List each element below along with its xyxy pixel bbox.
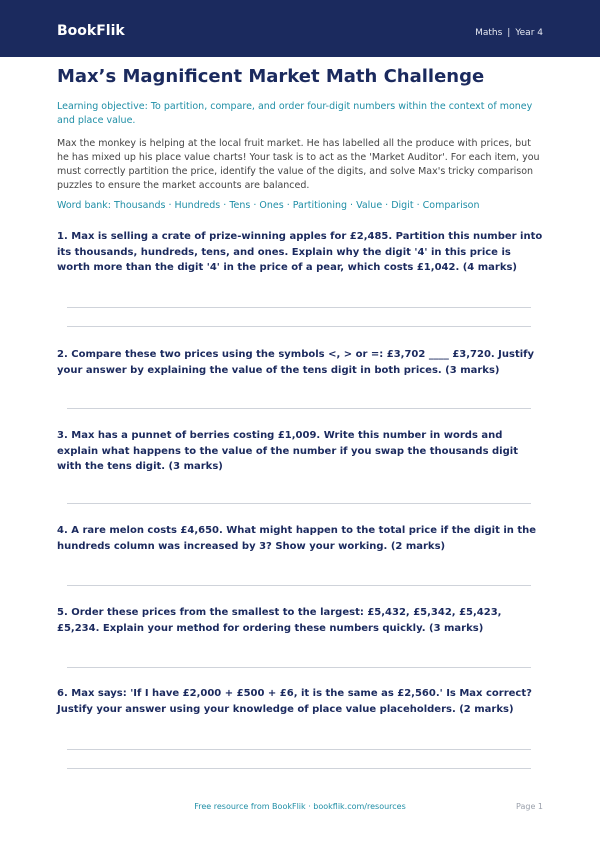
answer-line[interactable] (67, 749, 531, 750)
worksheet-title: Max’s Magnificent Market Math Challenge (57, 66, 485, 87)
answer-line[interactable] (67, 667, 531, 668)
question-5: 5. Order these prices from the smallest to the largest: £5,432, £5,342, £5,423, £5,234. Explain your method for ordering these numbers quickly. (3 marks) (57, 607, 502, 634)
answer-line[interactable] (67, 307, 531, 308)
subject-year-label (475, 27, 543, 39)
learning-objective: Learning objective: To partition, compare, and order four-digit numbers within the context of money and place value. (57, 101, 533, 126)
answer-line[interactable] (67, 585, 531, 586)
question-6: 6. Max says: 'If I have £2,000 + £500 + £6, it is the same as £2,560.' Is Max correct? Justify your answer using your knowledge of place value placeholders. (2 marks) (57, 688, 532, 715)
answer-line[interactable] (67, 503, 531, 504)
page-number: Page 1 (516, 802, 543, 811)
intro-paragraph: Max the monkey is helping at the local fruit market. He has labelled all the produce with prices, but he has mixed up his place value charts! Your task is to act as the 'Market Auditor'. For each item, you must correctly partition the price, identify the value of the digits, and solve Max's tricky comparison puzzles to ensure the market accounts are balanced. (57, 138, 540, 191)
year-label: Year 4 (515, 28, 543, 38)
page-header (0, 0, 600, 57)
question-3: 3. Max has a punnet of berries costing £1,009. Write this number in words and explain what happens to the value of the number if you swap the thousands digit with the tens digit. (3 marks) (57, 430, 518, 472)
footer-resource-link[interactable]: Free resource from BookFlik · bookflik.com/resources (194, 802, 406, 811)
question-1: 1. Max is selling a crate of prize-winning apples for £2,485. Partition this number into its thousands, hundreds, tens, and ones. Explain why the digit '4' in this price is worth more than the digit '4' in the price of a pear, which costs £1,042. (4 marks) (57, 231, 543, 273)
answer-line[interactable] (67, 326, 531, 327)
meta-separator: | (507, 28, 511, 38)
answer-line[interactable] (67, 408, 531, 409)
word-bank: Word bank: Thousands · Hundreds · Tens · Ones · Partitioning · Value · Digit · Comparison (57, 200, 480, 211)
brand-logo[interactable]: BookFlik (57, 23, 125, 39)
answer-line[interactable] (67, 768, 531, 769)
question-4: 4. A rare melon costs £4,650. What might happen to the total price if the digit in the hundreds column was increased by 3? Show your working. (2 marks) (57, 525, 537, 552)
question-2: 2. Compare these two prices using the symbols <, > or =: £3,702 ____ £3,720. Justify your answer by explaining the value of the tens digit in both prices. (3 marks) (57, 349, 535, 376)
subject-label: Maths (475, 28, 503, 38)
